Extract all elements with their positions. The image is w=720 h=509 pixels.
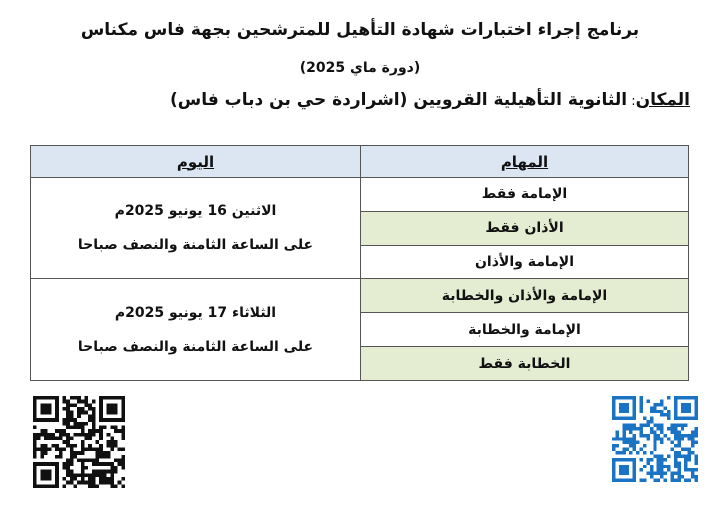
day-date: الاثنين 16 يونيو 2025م [114, 203, 277, 220]
day-cell [31, 279, 361, 381]
table-header-row [31, 146, 689, 178]
task-cell: الإمامة والأذان [361, 245, 689, 279]
table-row [31, 178, 689, 212]
header-tasks: المهام [361, 146, 689, 178]
qr-code-icon [33, 396, 125, 488]
day-cell [31, 178, 361, 279]
task-cell: الإمامة والأذان والخطابة [361, 279, 689, 313]
day-time: على الساعة الثامنة والنصف صباحا [77, 338, 314, 355]
location-value: الثانوية التأهيلية القرويين (اشراردة حي بن دباب فاس) [170, 90, 628, 110]
location-label: المكان [635, 90, 690, 110]
qr-code-icon [610, 396, 700, 482]
page-title: برنامج إجراء اختبارات شهادة التأهيل للمترشحين بجهة فاس مكناس [80, 20, 640, 40]
session-subtitle: (دورة ماي 2025) [299, 60, 421, 76]
task-cell: الإمامة والخطابة [361, 313, 689, 347]
task-cell: الخطابة فقط [361, 347, 689, 381]
header-day: اليوم [31, 146, 361, 178]
location-line: المكان: الثانوية التأهيلية القرويين (اشراردة حي بن دباب فاس) [170, 90, 690, 110]
task-cell: الأذان فقط [361, 211, 689, 245]
task-cell: الإمامة فقط [361, 178, 689, 212]
schedule-table [30, 145, 689, 381]
day-time: على الساعة الثامنة والنصف صباحا [77, 237, 314, 254]
table-row [31, 279, 689, 313]
day-date: الثلاثاء 17 يونيو 2025م [114, 304, 277, 321]
